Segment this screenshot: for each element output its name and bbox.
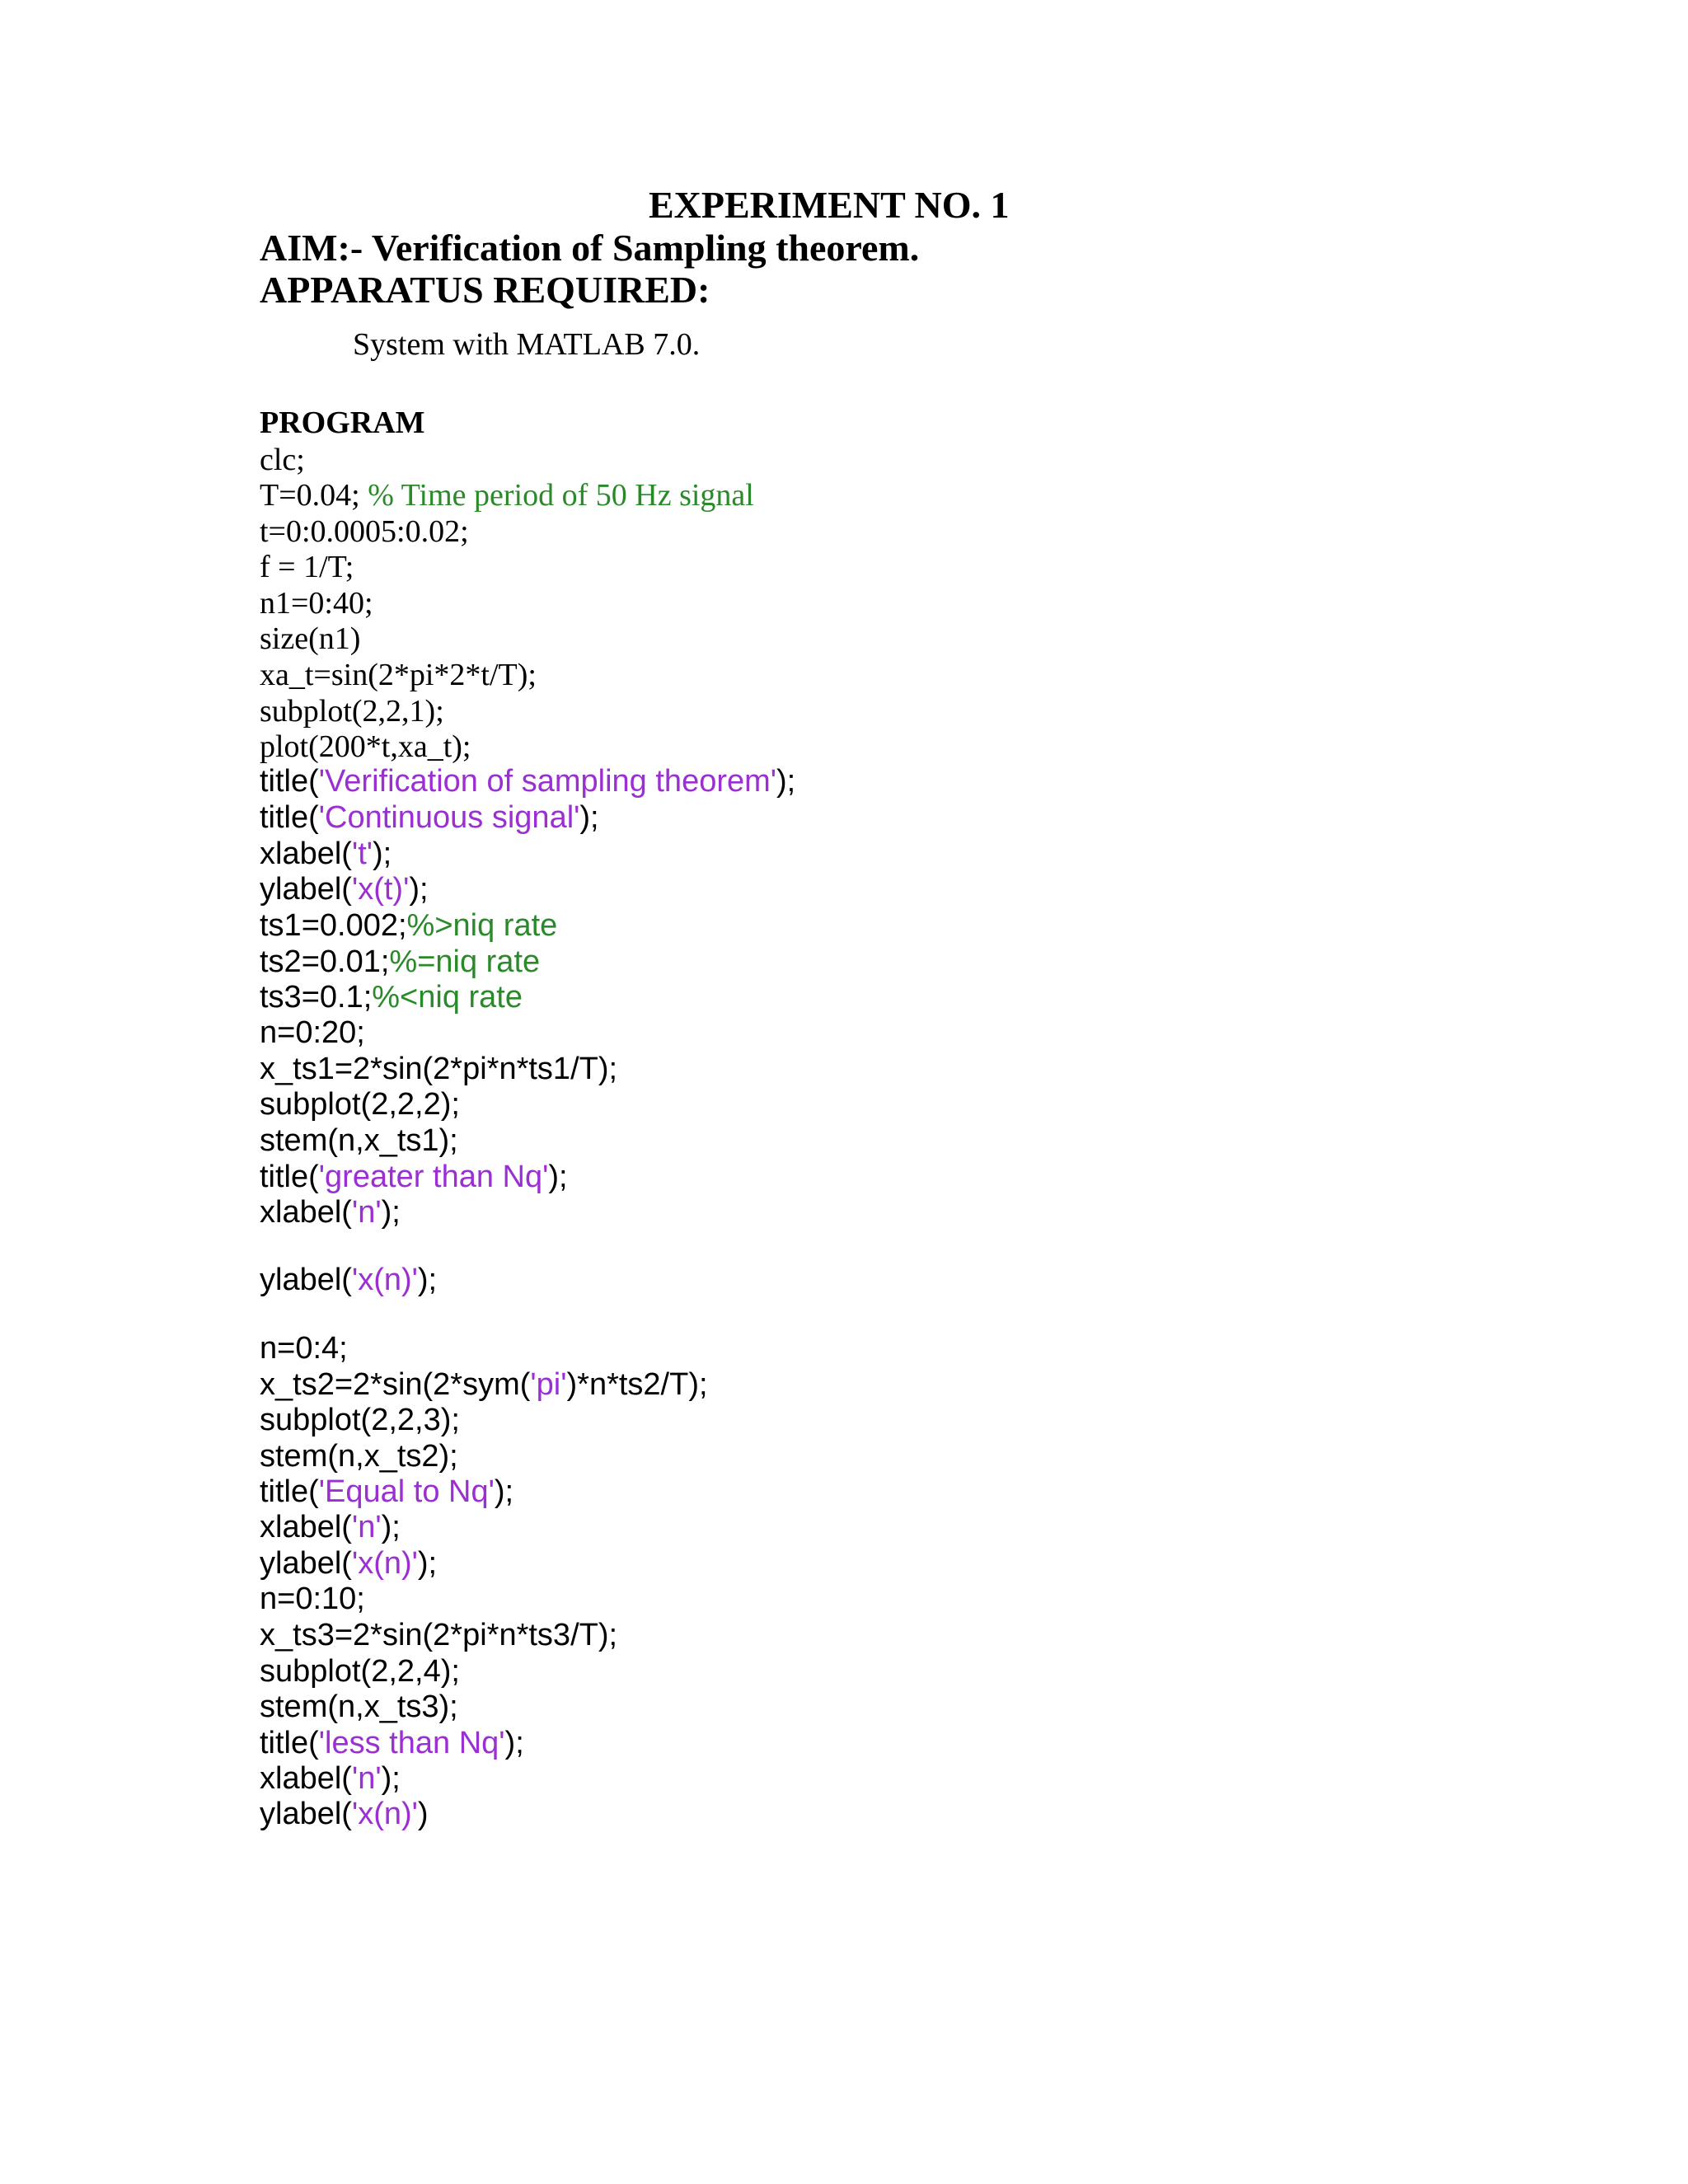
code-string: 'n' — [351, 1510, 382, 1544]
code-line — [260, 1655, 460, 1690]
code-text: ts3=0.1; — [260, 980, 373, 1015]
code-text: ); — [381, 1761, 401, 1796]
code-comment: %>niq rate — [406, 908, 558, 943]
code-string: 'pi' — [530, 1367, 567, 1402]
code-line — [260, 551, 354, 585]
code-text: subplot(2,2,1); — [260, 694, 444, 729]
code-string: 'Verification of sampling theorem' — [318, 764, 777, 799]
code-text: x_ts3=2*sin(2*pi*n*ts3/T); — [260, 1618, 618, 1652]
code-line — [260, 1440, 458, 1474]
code-text: stem(n,x_ts3); — [260, 1690, 458, 1724]
code-text: subplot(2,2,3); — [260, 1403, 460, 1437]
code-text: ts1=0.002; — [260, 908, 407, 943]
code-text: xlabel( — [260, 837, 352, 871]
code-line — [260, 479, 754, 513]
code-line — [260, 730, 471, 765]
code-text: ylabel( — [260, 1263, 352, 1297]
code-text: n1=0:40; — [260, 586, 373, 621]
code-line — [260, 945, 540, 980]
code-comment: % Time period of 50 Hz signal — [368, 478, 754, 513]
code-line — [260, 1160, 568, 1195]
code-line — [260, 1196, 401, 1230]
code-text: ); — [494, 1474, 514, 1509]
code-line — [260, 622, 360, 657]
code-text: ); — [381, 1510, 401, 1544]
code-line — [260, 1088, 460, 1122]
code-text: title( — [260, 1474, 319, 1509]
code-line — [260, 1052, 617, 1087]
code-text: size(n1) — [260, 621, 361, 656]
code-text: xlabel( — [260, 1761, 352, 1796]
code-text: )*n*ts2/T); — [566, 1367, 708, 1402]
code-line — [260, 1475, 513, 1510]
code-text: title( — [260, 1160, 319, 1194]
code-text: n=0:20; — [260, 1015, 365, 1050]
code-line — [260, 1404, 460, 1438]
code-line — [260, 1016, 365, 1051]
code-string: 'x(n)' — [351, 1546, 418, 1581]
code-text: stem(n,x_ts2); — [260, 1439, 458, 1474]
code-text: f = 1/T; — [260, 550, 354, 584]
code-text: ); — [381, 1195, 401, 1230]
code-text: ts2=0.01; — [260, 944, 390, 979]
code-comment: %<niq rate — [372, 980, 523, 1015]
code-line — [260, 1332, 348, 1366]
code-line — [260, 587, 373, 621]
code-line — [260, 443, 305, 478]
code-text: ); — [504, 1726, 524, 1760]
code-string: 'x(n)' — [351, 1263, 418, 1297]
code-line — [260, 1368, 708, 1403]
code-text: x_ts2=2*sin(2*sym( — [260, 1367, 531, 1402]
code-string: 'x(n)' — [351, 1797, 418, 1831]
code-text: stem(n,x_ts1); — [260, 1123, 458, 1158]
code-line — [260, 1690, 458, 1725]
code-text: xa_t=sin(2*pi*2*t/T); — [260, 658, 537, 692]
code-line — [260, 515, 469, 550]
code-line — [260, 765, 795, 799]
program-heading: PROGRAM — [260, 405, 425, 440]
code-text: t=0:0.0005:0.02; — [260, 514, 469, 549]
code-line — [260, 1547, 437, 1582]
code-line — [260, 981, 523, 1015]
code-text: plot(200*t,xa_t); — [260, 729, 471, 764]
code-text: ); — [417, 1263, 438, 1297]
code-text: xlabel( — [260, 1510, 352, 1544]
code-string: 'greater than Nq' — [318, 1160, 549, 1194]
code-line — [260, 837, 392, 872]
code-text: ) — [417, 1797, 429, 1831]
code-line — [260, 1511, 401, 1545]
code-string: 'Continuous signal' — [318, 800, 580, 835]
code-string: 'x(t)' — [351, 872, 410, 907]
code-string: 't' — [351, 837, 373, 871]
code-line — [260, 873, 429, 907]
code-text: subplot(2,2,2); — [260, 1087, 460, 1122]
code-line — [260, 1124, 458, 1159]
code-line — [260, 1619, 617, 1653]
code-text: ); — [776, 764, 796, 799]
code-line — [260, 695, 444, 729]
code-string: 'Equal to Nq' — [318, 1474, 495, 1509]
code-text: ); — [409, 872, 429, 907]
code-line — [260, 909, 557, 944]
code-text: T=0.04; — [260, 478, 368, 513]
code-line — [260, 1727, 524, 1761]
aim-heading: AIM:- Verification of Sampling theorem. — [260, 227, 920, 269]
code-text: ); — [373, 837, 392, 871]
code-text: ); — [579, 800, 599, 835]
code-text: clc; — [260, 443, 305, 477]
code-text: x_ts1=2*sin(2*pi*n*ts1/T); — [260, 1052, 618, 1086]
code-line — [260, 658, 537, 693]
code-line — [260, 1762, 401, 1797]
code-line — [260, 1263, 437, 1298]
code-string: 'less than Nq' — [318, 1726, 505, 1760]
code-text: n=0:4; — [260, 1331, 348, 1366]
code-text: subplot(2,2,4); — [260, 1654, 460, 1689]
code-text: ylabel( — [260, 1797, 352, 1831]
apparatus-item: System with MATLAB 7.0. — [353, 327, 701, 362]
code-text: xlabel( — [260, 1195, 352, 1230]
code-comment: %=niq rate — [389, 944, 541, 979]
apparatus-heading: APPARATUS REQUIRED: — [260, 269, 710, 311]
code-string: 'n' — [351, 1761, 382, 1796]
code-text: ylabel( — [260, 872, 352, 907]
code-text: ylabel( — [260, 1546, 352, 1581]
experiment-title: EXPERIMENT NO. 1 — [649, 184, 1010, 226]
code-line — [260, 1582, 365, 1617]
code-text: ); — [417, 1546, 438, 1581]
code-text: ); — [548, 1160, 568, 1194]
code-text: title( — [260, 764, 319, 799]
code-text: title( — [260, 1726, 319, 1760]
code-line — [260, 801, 599, 836]
code-text: n=0:10; — [260, 1582, 365, 1616]
code-line — [260, 1797, 429, 1832]
code-text: title( — [260, 800, 319, 835]
code-string: 'n' — [351, 1195, 382, 1230]
